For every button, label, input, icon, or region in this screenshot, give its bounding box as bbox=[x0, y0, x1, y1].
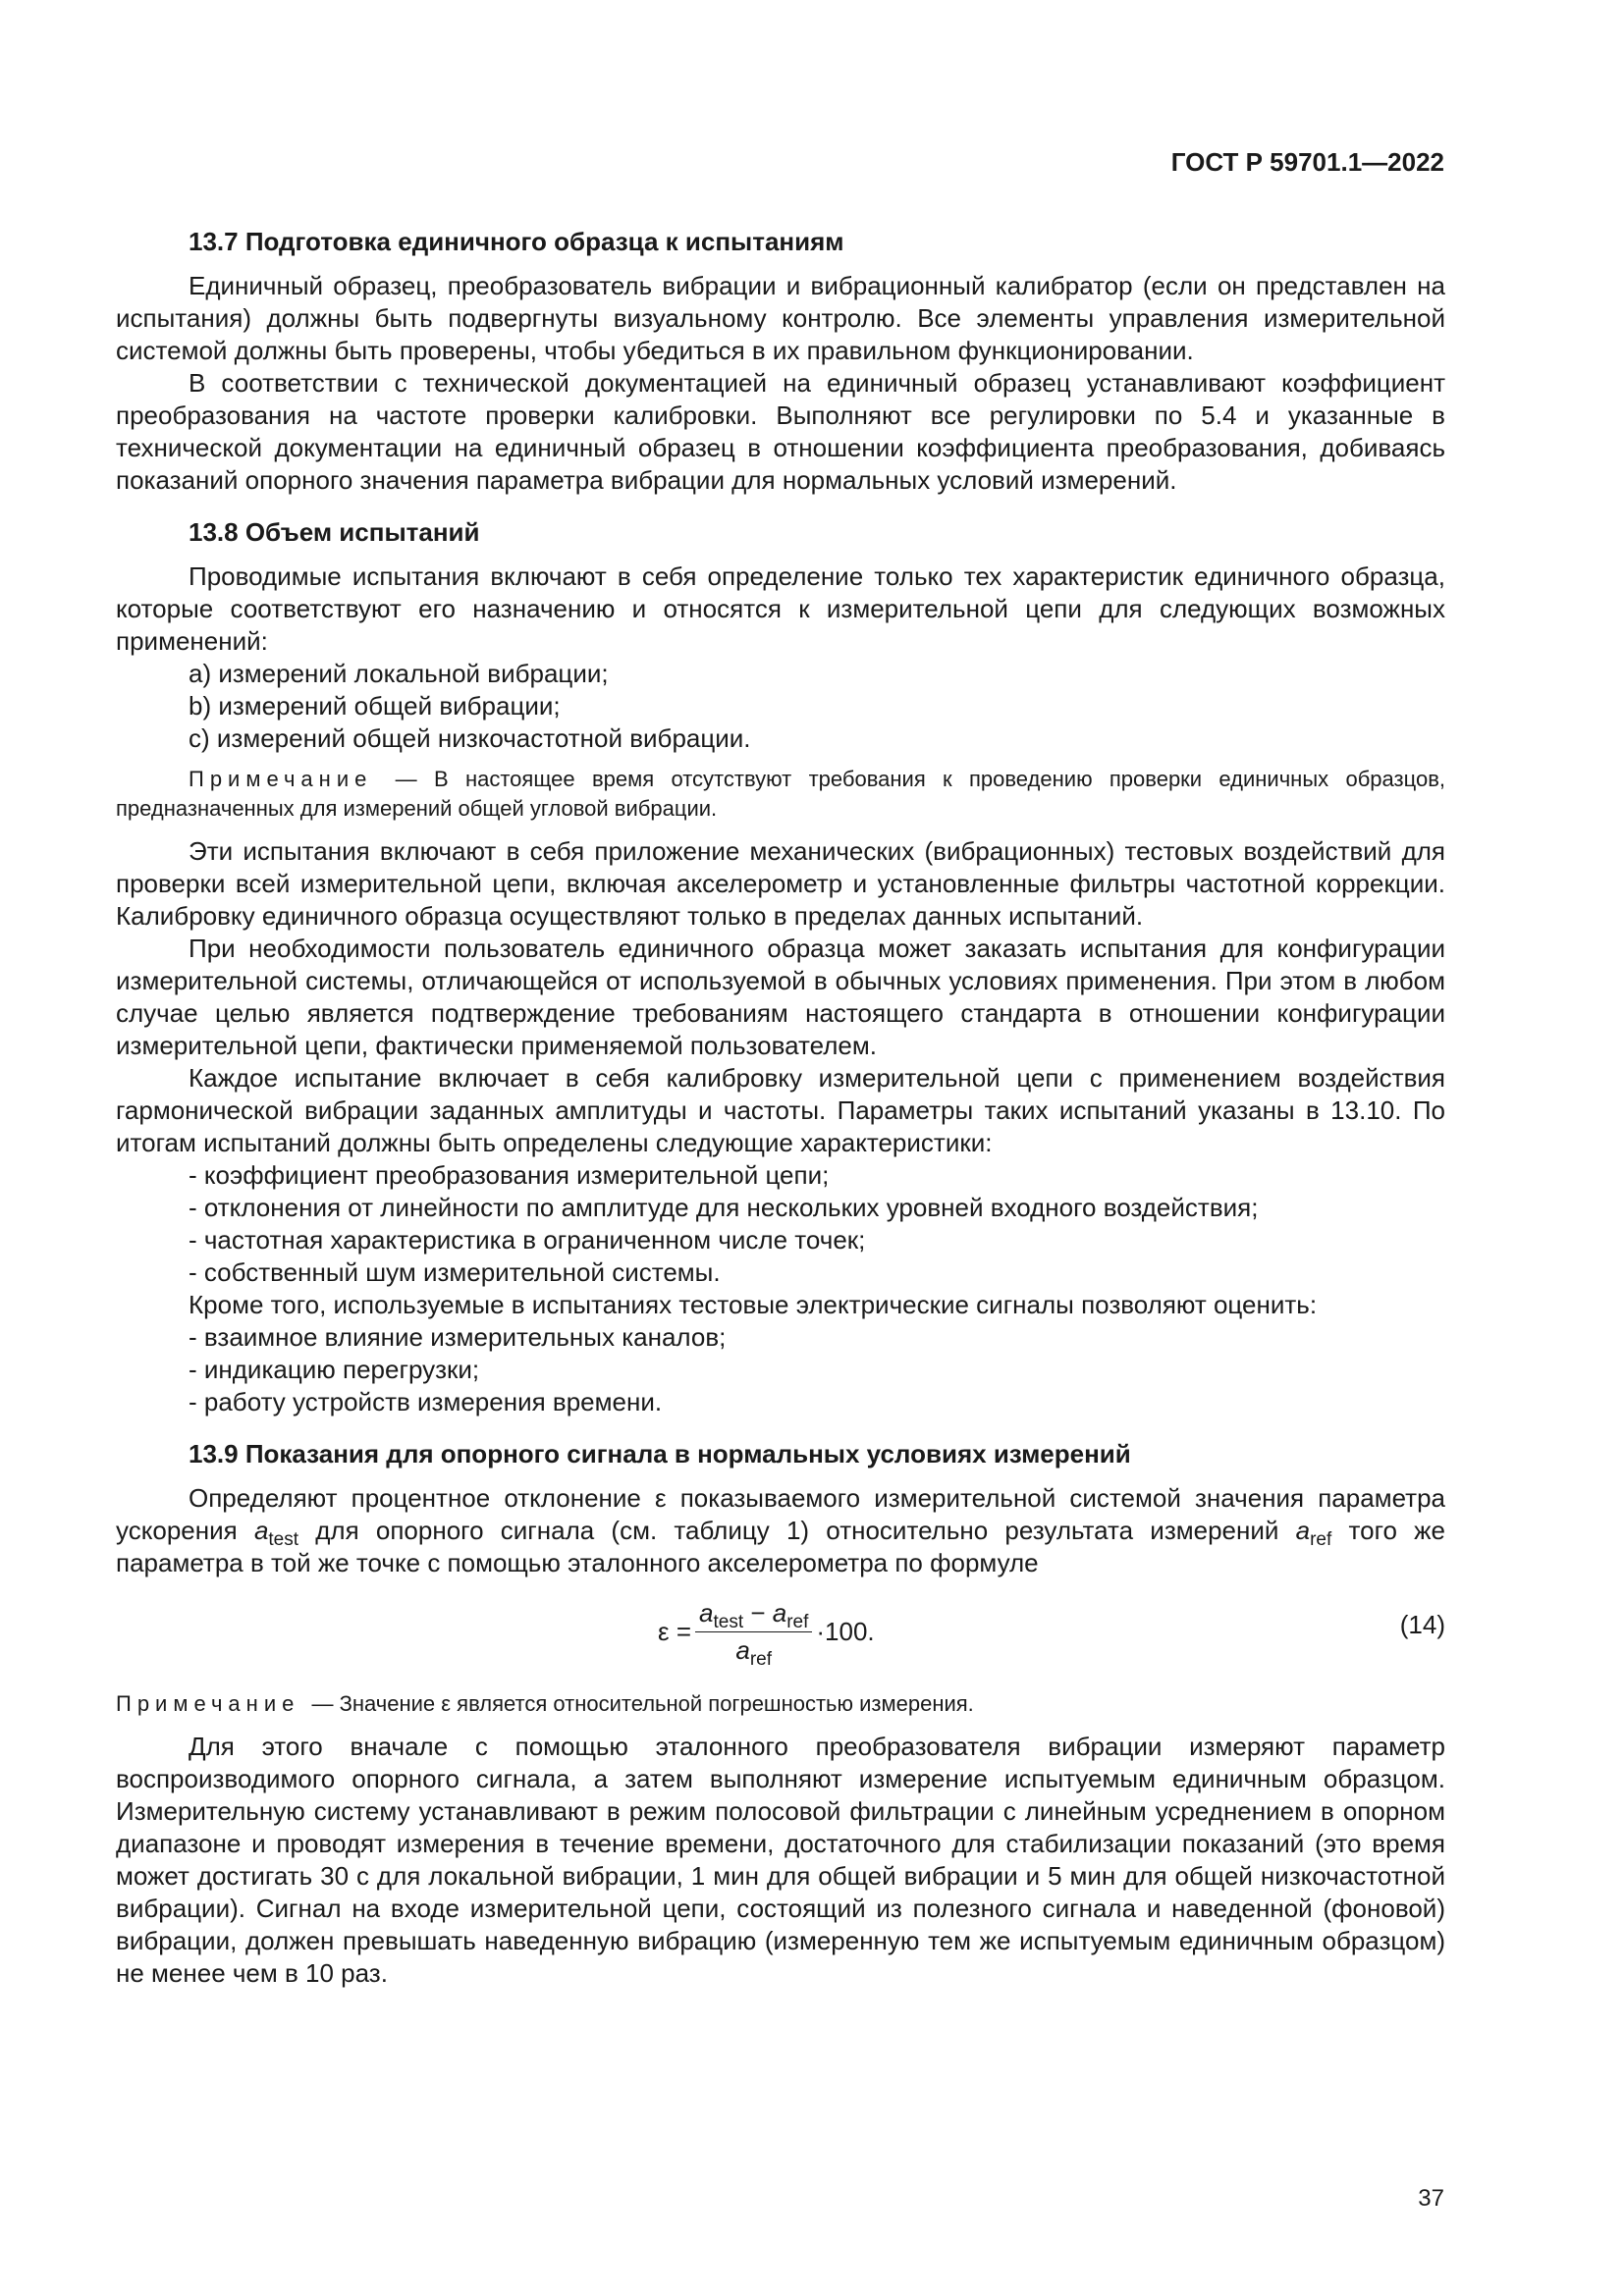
extra-item: - взаимное влияние измерительных каналов; bbox=[189, 1322, 727, 1352]
subscript-ref: ref bbox=[786, 1612, 809, 1632]
section-13-8-heading: 13.8 Объем испытаний bbox=[189, 517, 480, 547]
subscript-ref: ref bbox=[749, 1649, 773, 1670]
formula-fraction bbox=[695, 1597, 812, 1670]
fraction-denominator bbox=[735, 1632, 773, 1670]
text-run: того же параметра в той же точке с помощью эталонного акселерометра по формуле bbox=[116, 1516, 1446, 1577]
section-13-8-paragraph-1: Проводимые испытания включают в себя определение только тех характеристик единичного образца, которые соответствуют его назначению и относятся к измерительной цепи для следующих возможных применений: bbox=[116, 561, 1445, 656]
section-13-8-paragraph-4: Каждое испытание включает в себя калибровку измерительной цепи с применением воздействия гармонической вибрации заданных амплитуды и частоты. Параметры таких испытаний указаны в 13.10. По итогам испытаний должны быть определены следующие характеристики: bbox=[116, 1063, 1445, 1157]
variable-a: a bbox=[699, 1598, 714, 1628]
formula-tail: ·100. bbox=[816, 1617, 875, 1646]
section-13-8-paragraph-5: Кроме того, используемые в испытаниях тестовые электрические сигналы позволяют оценить: bbox=[189, 1290, 1318, 1319]
subscript-test: test bbox=[268, 1529, 299, 1550]
formula-lhs: ε = bbox=[658, 1617, 691, 1646]
note-13-8 bbox=[116, 765, 1445, 824]
text-run: Определяют процентное отклонение ε показываемого измерительной системой значения параметра ускорения bbox=[116, 1483, 1445, 1545]
minus-sign: − bbox=[743, 1598, 773, 1628]
section-13-8-paragraph-2: Эти испытания включают в себя приложение механических (вибрационных) тестовых воздействий для проверки всей измерительной цепи, включая акселерометр и установленные фильтры частотной коррекции. Калибровку единичного образца осуществляют только в пределах данных испытаний. bbox=[116, 836, 1445, 931]
variable-a: a bbox=[772, 1598, 787, 1628]
standard-designation: ГОСТ Р 59701.1—2022 bbox=[1170, 147, 1444, 177]
page-content bbox=[116, 226, 1445, 1990]
section-13-8-paragraph-3: При необходимости пользователь единичного образца может заказать испытания для конфигурации измерительной системы, отличающейся от используемой в обычных условиях применения. При этом в любом случае целью является подтверждение требованиям настоящего стандарта в отношении конфигурации измерительной цепи, фактически применяемой пользователем. bbox=[116, 934, 1445, 1060]
subscript-ref: ref bbox=[1310, 1529, 1332, 1550]
formula-expression bbox=[658, 1597, 875, 1670]
section-13-7-heading: 13.7 Подготовка единичного образца к испытаниям bbox=[189, 227, 844, 256]
list-item: a) измерений локальной вибрации; bbox=[189, 659, 609, 688]
note-label: Примечание bbox=[116, 1691, 300, 1716]
section-13-9-heading: 13.9 Показания для опорного сигнала в нормальных условиях измерений bbox=[189, 1439, 1131, 1468]
note-text: — В настоящее время отсутствуют требования к проведению проверки единичных образцов, предназначенных для измерений общей угловой вибрации. bbox=[116, 767, 1445, 821]
formula-14 bbox=[116, 1589, 1445, 1680]
variable-a: a bbox=[1295, 1516, 1311, 1545]
note-label: Примечание bbox=[189, 767, 373, 791]
note-13-9 bbox=[116, 1689, 1445, 1719]
section-13-7-paragraph-2: В соответствии с технической документацией на единичный образец устанавливают коэффициент преобразования на частоте проверки калибровки. Выполняют все регулировки по 5.4 и указанные в технической документации на единичный образец в отношении коэффициента преобразования, добиваясь показаний опорного значения параметра вибрации для нормальных условий измерений. bbox=[116, 368, 1445, 495]
extra-item: - работу устройств измерения времени. bbox=[189, 1387, 663, 1416]
formula-number: (14) bbox=[1399, 1610, 1445, 1639]
section-13-9-paragraph-2: Для этого вначале с помощью эталонного преобразователя вибрации измеряют параметр воспроизводимого опорного сигнала, а затем выполняют измерение испытуемым единичным образцом. Измерительную систему устанавливают в режим полосовой фильтрации с линейным усреднением в опорном диапазоне и проводят измерения в течение времени, достаточного для стабилизации показаний (это время может достигать 30 с для локальной вибрации, 1 мин для общей вибрации и 5 мин для общей низкочастотной вибрации). Сигнал на входе измерительной цепи, состоящий из полезного сигнала и наведенной (фоновой) вибрации, должен превышать наведенную вибрацию (измеренную тем же испытуемым единичным образцом) не менее чем в 10 раз. bbox=[116, 1732, 1445, 1988]
characteristic-item: - коэффициент преобразования измерительной цепи; bbox=[189, 1160, 830, 1190]
variable-a: a bbox=[735, 1635, 750, 1665]
list-item: c) измерений общей низкочастотной вибрации. bbox=[189, 723, 751, 753]
fraction-numerator bbox=[695, 1597, 812, 1632]
text-run: для опорного сигнала (см. таблицу 1) относительно результата измерений bbox=[298, 1516, 1296, 1545]
characteristic-item: - частотная характеристика в ограниченном числе точек; bbox=[189, 1225, 866, 1255]
subscript-test: test bbox=[713, 1612, 744, 1632]
characteristic-item: - отклонения от линейности по амплитуде для нескольких уровней входного воздействия; bbox=[189, 1193, 1259, 1222]
extra-item: - индикацию перегрузки; bbox=[189, 1355, 480, 1384]
list-item: b) измерений общей вибрации; bbox=[189, 691, 561, 721]
characteristic-item: - собственный шум измерительной системы. bbox=[189, 1257, 721, 1287]
variable-a: a bbox=[253, 1516, 269, 1545]
note-text: — Значение ε является относительной погрешностью измерения. bbox=[305, 1691, 974, 1716]
section-13-9-paragraph-1 bbox=[116, 1482, 1445, 1579]
section-13-7-paragraph-1: Единичный образец, преобразователь вибрации и вибрационный калибратор (если он представлен на испытания) должны быть подвергнуты визуальному контролю. Все элементы управления измерительной системой должны быть проверены, чтобы убедиться в их правильном функционировании. bbox=[116, 271, 1445, 365]
page-number: 37 bbox=[1418, 2185, 1444, 2212]
